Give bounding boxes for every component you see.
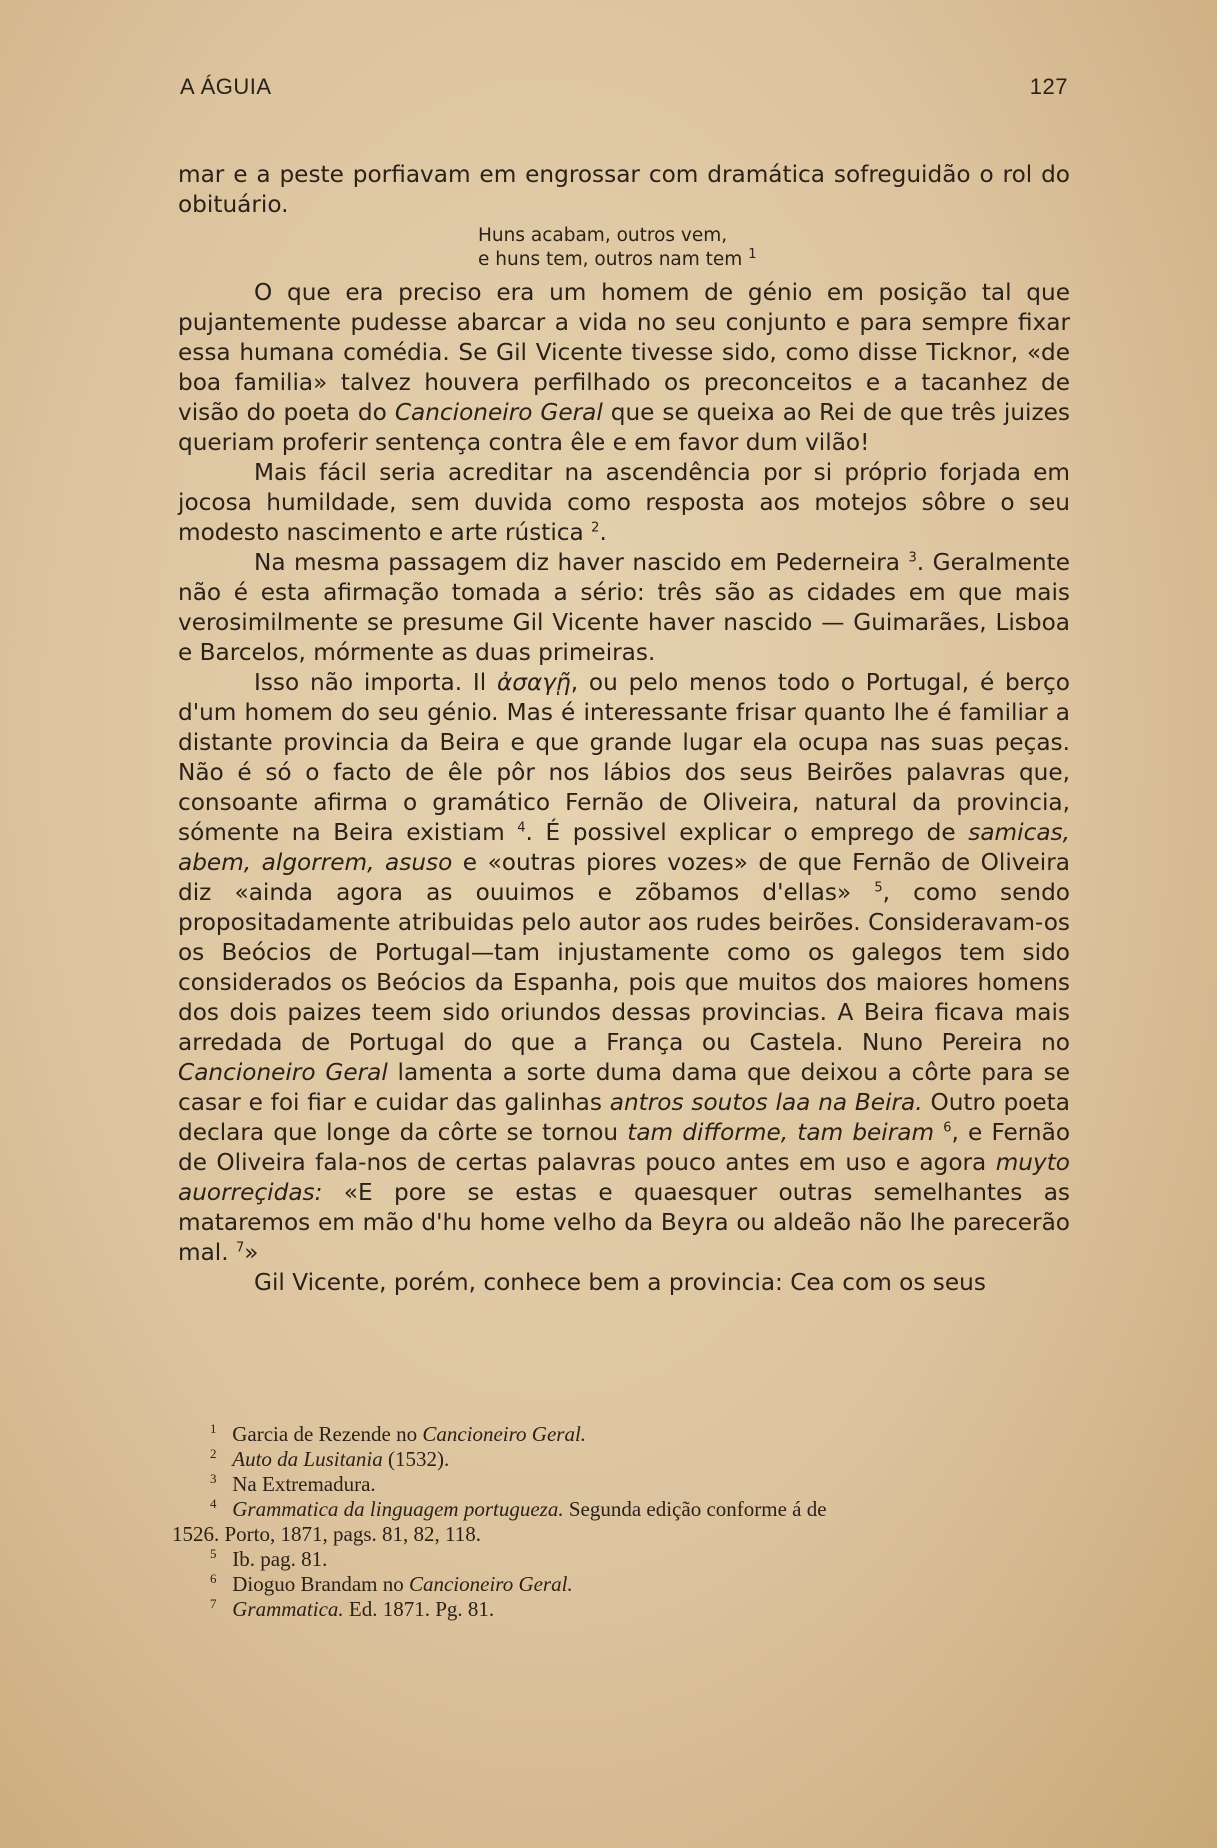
italic-words: samicas, abem, algorrem, asuso	[178, 819, 1070, 876]
italic-quote: muyto auorreçidas:	[178, 1149, 1070, 1206]
journal-title: A ÁGUIA	[180, 74, 272, 99]
paragraph-text: , como sendo propositadamente atribuidas pelo autor aos rudes beirões. Consideravam-os os Beócios de Portugal—tam injustamente como os galegos tem sido considerados os Beócios da Espanha, pois que muitos dos maiores homens dos dois paizes teem sido oriundos dessas provincias. A Beira ficava mais arredada de Portugal do que a França ou Castela. Nuno Pereira no	[178, 879, 1070, 1056]
paragraph: Mais fácil seria acreditar na ascendência por si próprio forjada em jocosa humildade, sem duvida como resposta aos motejos sôbre o seu modesto nascimento e arte rústica $^2$.	[178, 459, 1070, 546]
paragraph-text: lamenta a sorte duma dama que deixou a côrte para se casar e foi fiar e cuidar das galinhas	[178, 1059, 1070, 1116]
paragraph-text: e «outras piores vozes» de que Fernão de Oliveira diz «ainda agora as ouuimos e zõbamos d'ellas»	[178, 849, 1070, 906]
paragraph-text: , ou pelo menos todo o Portugal, é berço d'um homem do seu génio. Mas é interessante frisar quanto lhe é familiar a distante provincia da Beira e que grande lugar ela ocupa nas suas peças. Não é só o facto de êle pôr nos lábios dos seus Beirões palavras que, consoante afirma o gramático Fernão de Oliveira, natural da provincia, sómente na Beira existiam	[178, 669, 1070, 846]
paragraph-text: Gil Vicente, porém, conhece bem a provincia: Cea com os seus	[254, 1269, 986, 1296]
verse-line	[478, 248, 1070, 272]
footnote-number: 2	[210, 1446, 217, 1461]
paragraph-text: Outro poeta declara que longe da côrte se tornou	[178, 1089, 1070, 1146]
paragraph-text: Na mesma passagem diz haver nascido em Pederneira	[254, 549, 901, 576]
footnote-italic: Grammatica.	[232, 1597, 344, 1621]
footnote	[172, 1447, 1070, 1472]
footnote-ref: 7	[236, 1240, 245, 1256]
footnote	[172, 1597, 1070, 1622]
footnote-italic: Cancioneiro Geral.	[408, 1572, 573, 1596]
footnote-ref: 6	[943, 1120, 952, 1136]
italic-quote: tam difforme, tam beiram	[627, 1119, 935, 1146]
footnote-ref: 1	[748, 246, 757, 262]
paragraph-text: . Geralmente não é esta afirmação tomada a sério: três são as cidades em que mais verosimilmente se presume Gil Vicente haver nascido — Guimarães, Lisboa e Barcelos, mórmente as duas primeiras.	[178, 549, 1070, 666]
footnote-number: 7	[210, 1596, 217, 1611]
footnote-text: (1532).	[382, 1447, 450, 1471]
footnote-number: 4	[210, 1496, 217, 1511]
paragraph-text: O que era preciso era um homem de génio em posição tal que pujantemente pudesse abarcar a vida no seu conjunto e para sempre fixar essa humana comédia. Se Gil Vicente tivesse sido, como disse Ticknor, «de boa familia» talvez houvera perfilhado os preconceitos e a tacanhez de visão do poeta do	[178, 279, 1070, 426]
footnote-ref: 2	[591, 520, 600, 536]
footnote-ref: 4	[517, 820, 526, 836]
italic-quote: antros soutos laa na Beira.	[609, 1089, 923, 1116]
paragraph-text: . É possivel explicar o emprego de	[525, 819, 969, 846]
verse-text: e huns tem, outros nam tem	[478, 249, 743, 270]
paragraph-text: , e Fernão de Oliveira fala-nos de certas palavras pouco antes em uso e agora	[178, 1119, 1071, 1176]
footnote	[172, 1572, 1070, 1597]
paragraph	[178, 1268, 1070, 1298]
footnote-text: Segunda edição conforme á de	[563, 1497, 827, 1521]
footnote-ref: 5	[874, 880, 883, 896]
footnote-continuation: 1526. Porto, 1871, pags. 81, 82, 118.	[172, 1522, 481, 1546]
footnote-number: 3	[210, 1471, 217, 1486]
italic-title: Cancioneiro Geral	[178, 1059, 388, 1086]
paragraph-text: «E pore se estas e quaesquer outras semelhantes as mataremos em mão d'hu home velho da Beyra ou aldeão não lhe parecerão mal.	[178, 1179, 1070, 1266]
footnote-text: Ed. 1871. Pg. 81.	[343, 1597, 495, 1621]
footnote-number: 5	[210, 1546, 217, 1561]
footnote-ref: 3	[908, 550, 917, 566]
paragraph-text: mar e a peste porfiavam em engrossar com dramática sofreguidão o rol do obituário.	[178, 161, 1070, 218]
footnote-number: 6	[210, 1571, 217, 1586]
paragraph-text: »	[244, 1239, 259, 1266]
paragraph	[178, 278, 1070, 458]
footnote-text: Dioguo Brandam no	[232, 1572, 409, 1596]
footnote-text: Garcia de Rezende no	[232, 1422, 423, 1446]
verse-line: Huns acabam, outros vem,	[478, 225, 728, 246]
footnote	[172, 1497, 1070, 1522]
italic-title: Cancioneiro Geral	[394, 399, 603, 426]
footnote-italic: Cancioneiro Geral.	[422, 1422, 587, 1446]
footnote-number: 1	[210, 1421, 217, 1436]
paragraph	[178, 160, 1070, 220]
footnote	[172, 1472, 1070, 1497]
main-text	[178, 160, 1070, 1298]
paragraph	[178, 668, 1070, 1268]
running-header	[180, 74, 1068, 100]
footnote	[172, 1422, 1070, 1447]
footnote-italic: Auto da Lusitania	[232, 1447, 383, 1471]
greek-word: ἀσαγῇ	[497, 669, 571, 696]
paragraph-text: Mais fácil seria acreditar na ascendência por si próprio forjada em jocosa humildade, sem duvida como resposta aos motejos sôbre o seu modesto nascimento e arte rústica	[178, 459, 1070, 546]
footnote-italic: Grammatica da linguagem portugueza.	[232, 1497, 564, 1521]
footnote	[172, 1547, 1070, 1572]
page-number: 127	[1029, 74, 1068, 99]
paragraph	[178, 548, 1070, 668]
footnote-text: Na Extremadura.	[232, 1472, 376, 1496]
verse-quote	[478, 224, 1070, 272]
paragraph-text: Isso não importa. Il	[254, 669, 498, 696]
footnotes	[172, 1422, 1070, 1622]
footnote-text: Ib. pag. 81.	[232, 1547, 328, 1571]
paragraph-text: que se queixa ao Rei de que três juizes queriam proferir sentença contra êle e em favor dum vilão!	[178, 399, 1070, 456]
